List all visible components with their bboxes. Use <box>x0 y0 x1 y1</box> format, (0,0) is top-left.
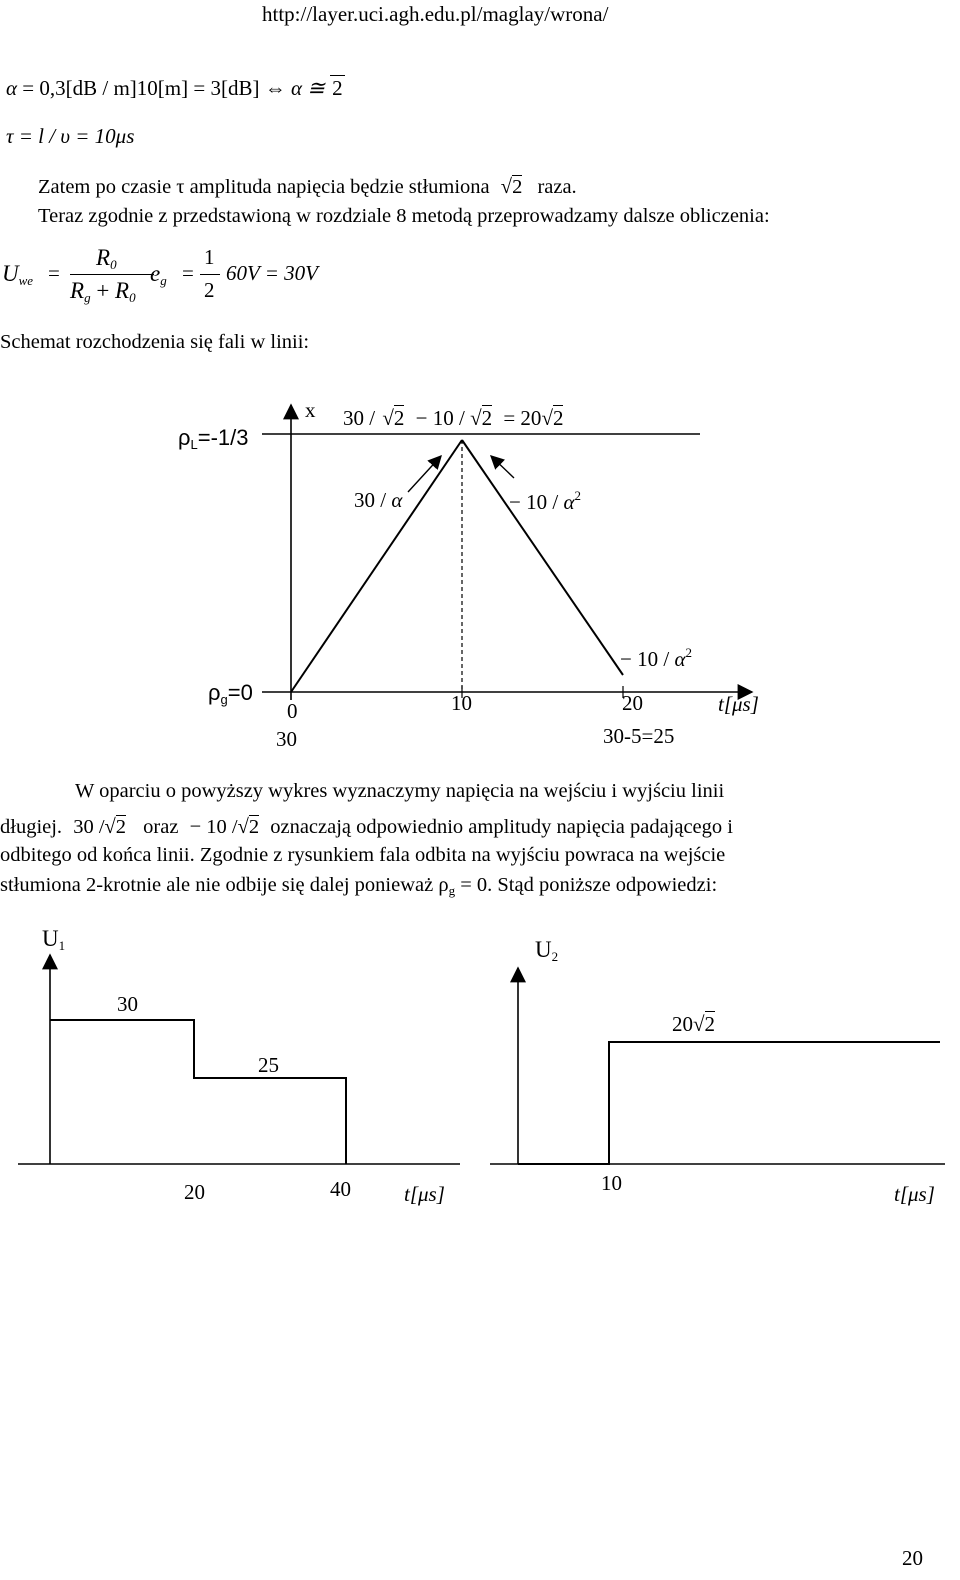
time-axis-label: t[μs] <box>718 692 759 716</box>
rho-l-label: $\rho_L=-1/3$ <box>178 425 249 452</box>
u2-x-tick-10: 10 <box>601 1171 622 1195</box>
tick-0: 0 <box>287 699 298 723</box>
rho-g-label: $\rho_g=0$ <box>208 680 253 707</box>
paragraph-1-end: raza. <box>537 176 577 198</box>
equation-uwe: $U_{we}$ = $R_0$ $R_g + R_0$ $e_g$ = 1 2 60V = 30V <box>2 245 318 305</box>
u2-x-axis-label: t[μs] <box>894 1182 935 1206</box>
incident-amplitude-label: 30 / α <box>354 488 403 512</box>
paragraph-4: W oparciu o powyższy wykres wyznaczymy napięcia na wejściu i wyjściu linii <box>75 780 725 802</box>
u1-x-axis-label: t[μs] <box>404 1182 445 1206</box>
paragraph-1: Zatem po czasie τ amplituda napięcia będzie stłumiona √2 raza. <box>38 176 577 198</box>
uwe-denominator: $R_g + R_0$ <box>70 278 136 305</box>
paragraph-1-root: 2 <box>512 176 523 198</box>
alpha-expression: = 0,3[dB / m]10[m] = 3[dB] ⇔ <box>22 76 286 100</box>
uwe-half-num: 1 <box>204 245 215 269</box>
tick-10: 10 <box>451 691 472 715</box>
u2-waveform <box>518 1042 940 1164</box>
equation-tau: τ = l / υ = 10μs <box>6 124 135 148</box>
tick-25: 30-5=25 <box>603 724 675 748</box>
paragraph-2: Teraz zgodnie z przedstawioną w rozdziale 8 metodą przeprowadzamy dalsze obliczenia: <box>38 205 770 227</box>
u1-x-tick-40: 40 <box>330 1177 351 1201</box>
alpha-symbol: α <box>6 76 18 100</box>
alpha-approx: α ≅ <box>290 76 325 100</box>
reflected-amplitude-label: − $10 / \alpha^2$ <box>509 488 581 514</box>
uwe-lhs: $U_{we}$ <box>2 261 34 288</box>
top-equation: 30 / √2 − 10 / √2 = 20√2 <box>343 406 564 430</box>
paragraph-7: stłumiona 2-krotnie ale nie odbije się dalej ponieważ $\rho_g = 0$. Stąd poniższe odpowiedzi: <box>0 874 718 898</box>
u1-waveform <box>50 1020 346 1164</box>
u2-level: 20√2 <box>672 1012 716 1036</box>
paragraph-6: odbitego od końca linii. Zgodnie z rysunkiem fala odbita na wyjściu powraca na wejście <box>0 844 726 866</box>
tick-20: 20 <box>622 691 643 715</box>
paragraph-3: Schemat rozchodzenia się fali w linii: <box>0 331 310 353</box>
u1-x-tick-20: 20 <box>184 1180 205 1204</box>
u1-level-30: 30 <box>117 992 138 1016</box>
page-number: 20 <box>902 1546 923 1570</box>
u1-level-25: 25 <box>258 1053 279 1077</box>
paragraph-1-text: Zatem po czasie τ amplituda napięcia będzie stłumiona <box>38 176 490 198</box>
paragraph-5: długiej. 30 /√2 oraz − 10 /√2 oznaczają odpowiednio amplitudy napięcia padającego i <box>0 816 733 838</box>
u1-title: $U_1$ <box>42 926 66 953</box>
tick-30: 30 <box>276 727 297 751</box>
x-axis-label: x <box>305 398 316 422</box>
return-amplitude-label: − $10 / \alpha^2$ <box>620 645 692 671</box>
alpha-root: 2 <box>332 76 343 100</box>
uwe-half-den: 2 <box>204 278 215 302</box>
header-url: http://layer.uci.agh.edu.pl/maglay/wrona/ <box>262 2 609 26</box>
uwe-numerator: $R_0$ <box>96 245 117 272</box>
uwe-result: 60V = 30V <box>226 261 318 285</box>
uwe-eg: $e_g$ <box>150 261 167 288</box>
u2-title: $U_2$ <box>535 937 559 964</box>
